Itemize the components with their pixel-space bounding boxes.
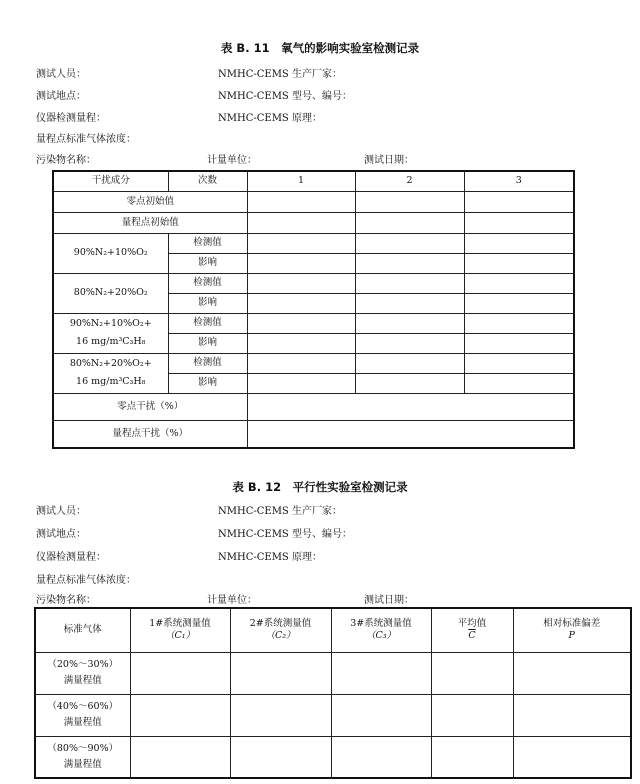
value-cell[interactable]: [431, 652, 513, 694]
value-cell[interactable]: [247, 353, 355, 373]
pollutant-label: 污染物名称：: [36, 595, 96, 606]
value-cell[interactable]: [247, 420, 574, 448]
value-cell[interactable]: [355, 293, 464, 313]
std-gas-header: 标准气体: [35, 608, 130, 652]
sub-label: 影响: [168, 373, 247, 393]
parallelism-table: [34, 607, 632, 779]
tester-label: 测试人员：: [36, 506, 86, 517]
value-cell[interactable]: [431, 694, 513, 736]
value-cell[interactable]: [130, 694, 230, 736]
value-cell[interactable]: [464, 353, 574, 373]
value-cell[interactable]: [464, 253, 574, 273]
value-cell[interactable]: [355, 233, 464, 253]
value-cell[interactable]: [355, 333, 464, 353]
model-label: NMHC-CEMS 型号、编号：: [218, 529, 352, 540]
header-cell: 干扰成分: [53, 171, 168, 191]
span-init-label: 量程点初始值: [53, 212, 247, 233]
value-cell[interactable]: [331, 652, 431, 694]
value-cell[interactable]: [513, 736, 631, 778]
manufacturer-label: NMHC-CEMS 生产厂家：: [218, 506, 342, 517]
location-label: 测试地点：: [36, 529, 86, 540]
value-cell[interactable]: [464, 373, 574, 393]
value-cell[interactable]: [355, 373, 464, 393]
tester-label: 测试人员：: [36, 69, 86, 80]
value-cell[interactable]: [247, 313, 355, 333]
span-interference-label: 量程点干扰（%）: [53, 420, 247, 448]
value-cell[interactable]: [464, 313, 574, 333]
value-cell[interactable]: [230, 736, 331, 778]
unit-label: 计量单位：: [207, 595, 257, 606]
zero-init-label: 零点初始值: [53, 191, 247, 212]
value-cell[interactable]: [464, 212, 574, 233]
value-cell[interactable]: [247, 373, 355, 393]
value-cell[interactable]: [247, 393, 574, 420]
value-cell[interactable]: [355, 191, 464, 212]
value-cell[interactable]: [230, 694, 331, 736]
value-cell[interactable]: [464, 333, 574, 353]
unit-label: 计量单位：: [207, 155, 257, 166]
value-cell[interactable]: [247, 191, 355, 212]
range-row-label: （20%～30%） 满量程值: [35, 652, 130, 694]
value-cell[interactable]: [355, 273, 464, 293]
average-header: 平均值 $\overline{C}$: [431, 608, 513, 652]
sub-label: 影响: [168, 293, 247, 313]
value-cell[interactable]: [513, 694, 631, 736]
group-label: 80%N₂+20%O₂: [53, 273, 168, 313]
sub-label: 检测值: [168, 233, 247, 253]
sub-label: 影响: [168, 253, 247, 273]
value-cell[interactable]: [355, 353, 464, 373]
group-label: 90%N₂+10%O₂: [53, 233, 168, 273]
header-cell: 1: [247, 171, 355, 191]
rsd-header: 相对标准偏差 P: [513, 608, 631, 652]
value-cell[interactable]: [431, 736, 513, 778]
table2-title: 表 B. 12 平行性实验室检测记录: [232, 480, 408, 494]
date-label: 测试日期：: [364, 595, 414, 606]
range-label: 仪器检测量程：: [36, 552, 106, 563]
manufacturer-label: NMHC-CEMS 生产厂家：: [218, 69, 342, 80]
value-cell[interactable]: [355, 253, 464, 273]
value-cell[interactable]: [331, 736, 431, 778]
system2-header: 2#系统测量值 （C₂）: [230, 608, 331, 652]
group-label: 80%N₂+20%O₂+ 16 mg/m³C₃H₈: [53, 353, 168, 393]
range-label: 仪器检测量程：: [36, 113, 106, 124]
principle-label: NMHC-CEMS 原理：: [218, 552, 322, 563]
zero-interference-label: 零点干扰（%）: [53, 393, 247, 420]
value-cell[interactable]: [247, 333, 355, 353]
principle-label: NMHC-CEMS 原理：: [218, 113, 322, 124]
group-label: 90%N₂+10%O₂+ 16 mg/m³C₃H₈: [53, 313, 168, 353]
value-cell[interactable]: [464, 233, 574, 253]
span-conc-label: 量程点标准气体浓度：: [36, 575, 136, 586]
value-cell[interactable]: [130, 652, 230, 694]
pollutant-label: 污染物名称：: [36, 155, 96, 166]
sub-label: 检测值: [168, 353, 247, 373]
sub-label: 检测值: [168, 313, 247, 333]
value-cell[interactable]: [464, 293, 574, 313]
value-cell[interactable]: [230, 652, 331, 694]
value-cell[interactable]: [355, 313, 464, 333]
value-cell[interactable]: [464, 273, 574, 293]
span-conc-label: 量程点标准气体浓度：: [36, 134, 136, 145]
value-cell[interactable]: [247, 253, 355, 273]
oxygen-influence-table: [52, 170, 575, 449]
system1-header: 1#系统测量值 （C₁）: [130, 608, 230, 652]
value-cell[interactable]: [247, 212, 355, 233]
value-cell[interactable]: [513, 652, 631, 694]
value-cell[interactable]: [247, 293, 355, 313]
sub-label: 影响: [168, 333, 247, 353]
location-label: 测试地点：: [36, 91, 86, 102]
header-cell: 2: [355, 171, 464, 191]
sub-label: 检测值: [168, 273, 247, 293]
range-row-label: （40%～60%） 满量程值: [35, 694, 130, 736]
date-label: 测试日期：: [364, 155, 414, 166]
header-cell: 3: [464, 171, 574, 191]
range-row-label: （80%～90%） 满量程值: [35, 736, 130, 778]
value-cell[interactable]: [247, 273, 355, 293]
value-cell[interactable]: [464, 191, 574, 212]
header-cell: 次数: [168, 171, 247, 191]
system3-header: 3#系统测量值 （C₃）: [331, 608, 431, 652]
value-cell[interactable]: [130, 736, 230, 778]
value-cell[interactable]: [331, 694, 431, 736]
model-label: NMHC-CEMS 型号、编号：: [218, 91, 352, 102]
table1-title: 表 B. 11 氧气的影响实验室检测记录: [220, 41, 420, 55]
value-cell[interactable]: [247, 233, 355, 253]
value-cell[interactable]: [355, 212, 464, 233]
